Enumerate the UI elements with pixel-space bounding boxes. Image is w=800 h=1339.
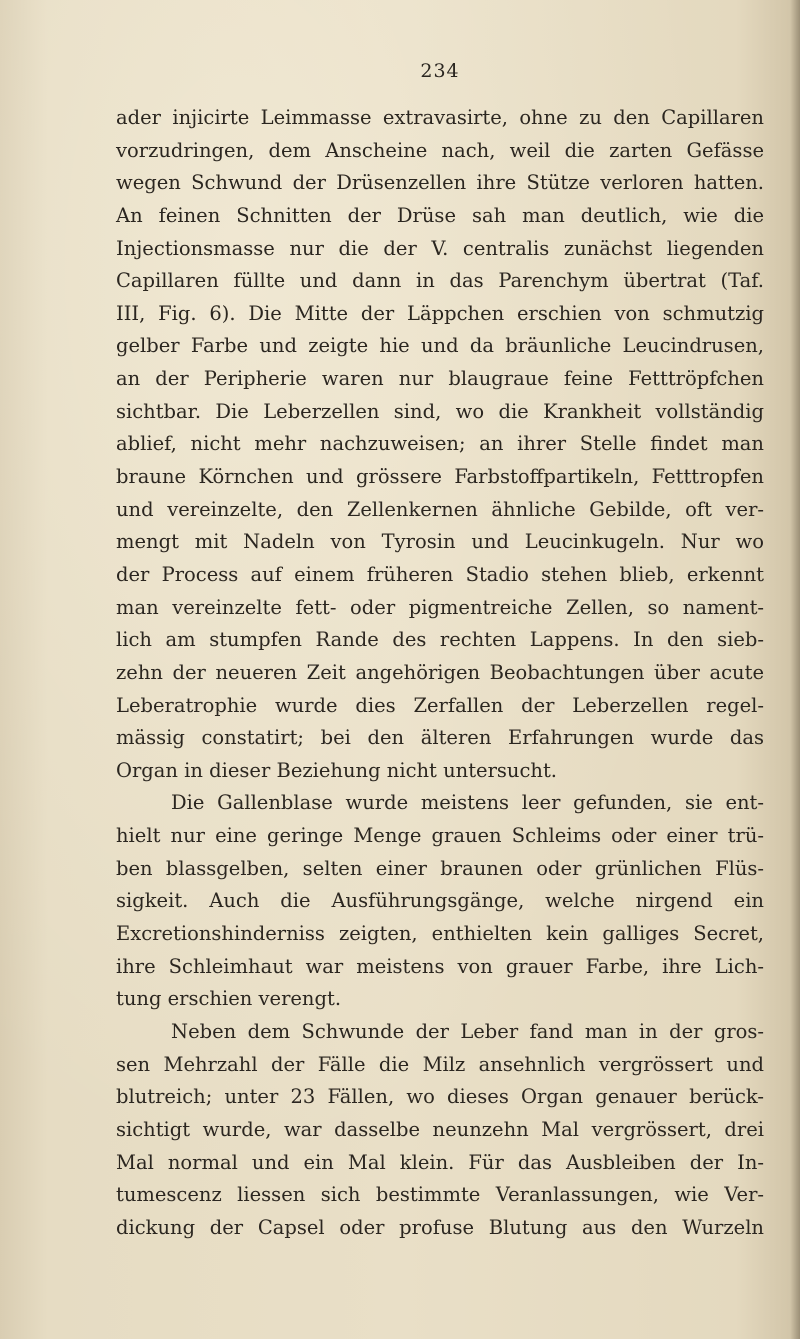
paragraph-end-line: Organ in dieser Beziehung nicht untersucht. — [116, 758, 557, 782]
text-line: Leberatrophie wurde dies Zerfallen der Leberzellen regel- — [116, 693, 764, 717]
text-line: an der Peripherie waren nur blaugraue feine Fetttröpfchen — [116, 367, 764, 391]
text-line: blutreich; unter 23 Fällen, wo dieses Organ genauer berück- — [116, 1085, 764, 1109]
text-line: An feinen Schnitten der Drüse sah man deutlich, wie die — [116, 203, 764, 227]
text-line: vorzudringen, dem Anscheine nach, weil die zarten Gefässe — [116, 138, 764, 162]
text-line: sichtigt wurde, war dasselbe neunzehn Mal vergrössert, drei — [116, 1117, 764, 1141]
page-body-text — [116, 102, 764, 1244]
paragraph-first-line: Neben dem Schwunde der Leber fand man in der gros- — [171, 1019, 764, 1043]
text-line: man vereinzelte fett- oder pigmentreiche Zellen, so nament- — [116, 595, 764, 619]
text-line: wegen Schwund der Drüsenzellen ihre Stütze verloren hatten. — [116, 171, 764, 195]
text-line: lich am stumpfen Rande des rechten Lappens. In den sieb- — [116, 628, 764, 652]
text-line: mässig constatirt; bei den älteren Erfahrungen wurde das — [116, 726, 764, 750]
text-line: dickung der Capsel oder profuse Blutung aus den Wurzeln — [116, 1215, 764, 1239]
text-line: ben blassgelben, selten einer braunen oder grünlichen Flüs- — [116, 856, 764, 880]
text-line: gelber Farbe und zeigte hie und da bräunliche Leucindrusen, — [116, 334, 764, 358]
text-line: sen Mehrzahl der Fälle die Milz ansehnlich vergrössert und — [116, 1052, 764, 1076]
text-line: der Process auf einem früheren Stadio stehen blieb, erkennt — [116, 562, 764, 586]
text-line: braune Körnchen und grössere Farbstoffpartikeln, Fetttropfen — [116, 465, 764, 489]
text-line: mengt mit Nadeln von Tyrosin und Leucinkugeln. Nur wo — [116, 530, 764, 554]
text-line: tumescenz liessen sich bestimmte Veranlassungen, wie Ver- — [116, 1183, 764, 1207]
paragraph-first-line: Die Gallenblase wurde meistens leer gefunden, sie ent- — [171, 791, 764, 815]
text-line: Injectionsmasse nur die der V. centralis zunächst liegenden — [116, 236, 764, 260]
paragraph-end-line: tung erschien verengt. — [116, 987, 342, 1011]
page-edge-shadow — [790, 0, 800, 1339]
text-line: sigkeit. Auch die Ausführungsgänge, welche nirgend ein — [116, 889, 764, 913]
text-line: ihre Schleimhaut war meistens von grauer Farbe, ihre Lich- — [116, 954, 764, 978]
text-line: Excretionshinderniss zeigten, enthielten kein galliges Secret, — [116, 922, 764, 946]
text-line: Mal normal und ein Mal klein. Für das Ausbleiben der In- — [116, 1150, 764, 1174]
text-line: hielt nur eine geringe Menge grauen Schleims oder einer trü- — [116, 824, 764, 848]
text-line: ader injicirte Leimmasse extravasirte, ohne zu den Capillaren — [116, 106, 764, 129]
text-line: sichtbar. Die Leberzellen sind, wo die Krankheit vollständig — [116, 399, 764, 423]
text-line: ablief, nicht mehr nachzuweisen; an ihrer Stelle findet man — [116, 432, 764, 456]
text-line: Capillaren füllte und dann in das Parenchym übertrat (Taf. — [116, 269, 764, 293]
page-number: 234 — [420, 60, 460, 82]
text-line: zehn der neueren Zeit angehörigen Beobachtungen über acute — [116, 660, 764, 684]
text-line: III, Fig. 6). Die Mitte der Läppchen erschien von schmutzig — [116, 301, 764, 325]
text-line: und vereinzelte, den Zellenkernen ähnliche Gebilde, oft ver- — [116, 497, 764, 521]
